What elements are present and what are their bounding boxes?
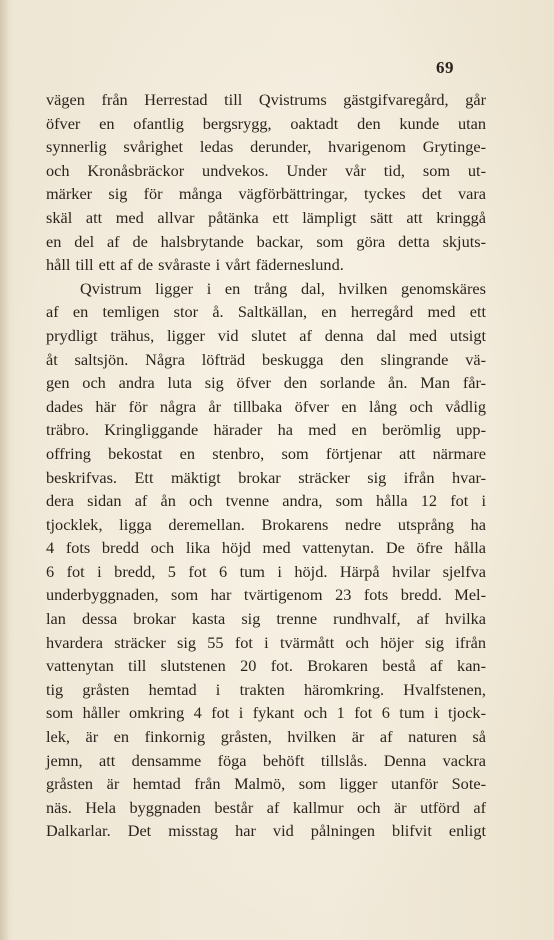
text-line: 6 fot i bredd, 5 fot 6 tum i höjd. Härpå hvilar sjelfva [46, 561, 486, 581]
text-line: hvardera sträcker sig 55 fot i tvärmått och höjer sig ifrån [46, 632, 486, 652]
text-line: en del af de halsbrytande backar, som göra detta skjuts- [46, 231, 486, 251]
text-line: som håller omkring 4 fot i fykant och 1 fot 6 tum i tjock- [46, 703, 486, 723]
text-line: af en temligen stor å. Saltkällan, en herregård med ett [46, 302, 486, 322]
text-line: jemn, att densamme föga behöft tillslås. Denna vackra [46, 750, 486, 770]
text-line: håll till ett af de svåraste i vårt fäderneslund. [46, 255, 344, 275]
page-number: 69 [436, 58, 454, 77]
text-line: lan dessa brokar kasta sig trenne rundhvalf, af hvilka [46, 609, 486, 629]
page-gutter-shadow [0, 0, 10, 940]
text-line: 4 fots bredd och lika höjd med vattenytan. De öfre hålla [46, 538, 486, 558]
text-line: åt saltsjön. Några löfträd beskugga den slingrande vä- [46, 349, 486, 369]
text-line: gen och andra luta sig öfver den sorlande ån. Man får- [46, 373, 486, 393]
body-text [46, 88, 486, 843]
text-line: tjocklek, ligga deremellan. Brokarens nedre utsprång ha [46, 514, 486, 534]
text-line: underbyggnaden, som har tvärtigenom 23 fots bredd. Mel- [46, 585, 486, 605]
text-line: dera sidan af ån och tvenne andra, som hålla 12 fot i [46, 491, 486, 511]
text-line: Qvistrum ligger i en trång dal, hvilken genomskäres [80, 278, 486, 298]
text-line: öfver en ofantlig bergsrygg, oaktadt den kunde utan [46, 113, 486, 133]
text-line: offring bekostat en stenbro, som förtjenar att närmare [46, 443, 486, 463]
text-line: vattenytan till slutstenen 20 fot. Brokaren bestå af kan- [46, 656, 486, 676]
text-line: prydligt trähus, ligger vid slutet af denna dal med utsigt [46, 325, 486, 345]
text-line: dades här för några år tillbaka öfver en lång och vådlig [46, 396, 486, 416]
text-line: synnerlig svårighet ledas derunder, hvarigenom Grytinge- [46, 137, 486, 157]
text-line: träbro. Kringliggande härader ha med en berömlig upp- [46, 420, 486, 440]
text-line: Dalkarlar. Det misstag har vid pålningen blifvit enligt [46, 821, 486, 841]
text-line: gråsten är hemtad från Malmö, som ligger utanför Sote- [46, 774, 486, 794]
text-line: och Kronåsbräckor undvekos. Under vår tid, som ut- [46, 160, 486, 180]
text-line: märker sig för många vägförbättringar, tyckes det vara [46, 184, 486, 204]
text-line: beskrifvas. Ett mäktigt brokar sträcker sig ifrån hvar- [46, 467, 486, 487]
text-line: lek, är en finkornig gråsten, hvilken är af naturen så [46, 727, 486, 747]
text-line: skäl att med allvar påtänka ett lämpligt sätt att kringgå [46, 207, 486, 227]
text-line: näs. Hela byggnaden består af kallmur och är utförd af [46, 797, 486, 817]
text-line: vägen från Herrestad till Qvistrums gästgifvaregård, går [46, 90, 486, 109]
text-line: tig gråsten hemtad i trakten häromkring. Hvalfstenen, [46, 679, 486, 699]
